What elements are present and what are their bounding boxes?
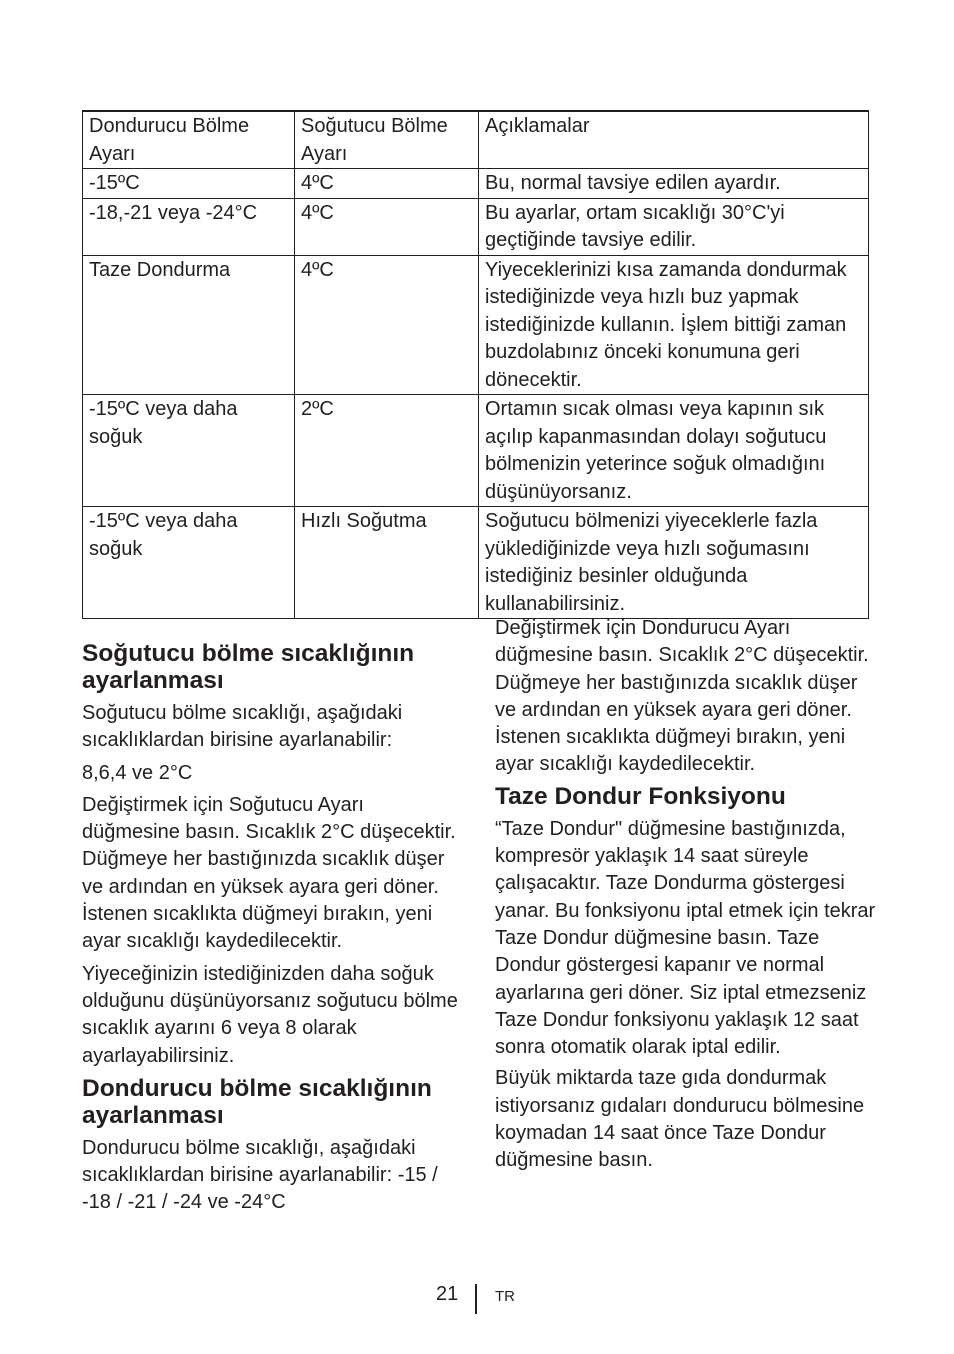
table-row xyxy=(83,198,869,255)
table-cell: -15ºC xyxy=(83,169,295,199)
paragraph: “Taze Dondur" düğmesine bastığınızda, kompresör yaklaşık 14 saat süreyle çalışacaktır. Taze Dondurma göstergesi yanar. Bu fonksiyonu iptal etmek için tekrar Taze Dondur düğmesine basın. Taze Dondur göstergesi kapanır ve normal ayarlarına geri döner. Siz iptal etmezseniz Taze Dondur fonksiyonu yaklaşık 12 saat sonra otomatik olarak iptal edilir. xyxy=(495,817,876,1059)
right-column xyxy=(495,615,880,1179)
paragraph: Değiştirmek için Soğutucu Ayarı düğmesine basın. Sıcaklık 2°C düşecektir. Düğmeye her bastığınızda sıcaklık düşer ve ardından en yüksek ayara geri döner. İstenen sıcaklıkta düğmeyi bırakın, yeni ayar sıcaklığı kaydedilecektir. xyxy=(82,793,456,953)
left-column xyxy=(82,640,467,1222)
paragraph: Büyük miktarda taze gıda dondurmak istiyorsanız gıdaları dondurucu bölmesine koymadan 14 saat önce Taze Dondur düğmesine basın. xyxy=(495,1067,865,1172)
table-cell: Bu ayarlar, ortam sıcaklığı 30°C'yi geçtiğinde tavsiye edilir. xyxy=(479,198,869,255)
section-heading-freezer-temperature: Dondurucu bölme sıcaklığının ayarlanması xyxy=(82,1074,432,1129)
header-fridge-setting: Soğutucu Bölme Ayarı xyxy=(295,111,479,169)
table-cell: Bu, normal tavsiye edilen ayardır. xyxy=(479,169,869,199)
table-cell: Soğutucu bölmenizi yiyeceklerle fazla yüklediğinizde veya hızlı soğumasını istediğiniz besinler olduğunda kullanabilirsiniz. xyxy=(479,507,869,619)
table-cell: 4ºC xyxy=(295,198,479,255)
paragraph: Soğutucu bölme sıcaklığı, aşağıdaki sıcaklıklardan birisine ayarlanabilir: xyxy=(82,702,403,752)
paragraph: Dondurucu bölme sıcaklığı, aşağıdaki sıcaklıklardan birisine ayarlanabilir: -15 / -18 / -21 / -24 ve -24°C xyxy=(82,1136,438,1214)
table-cell: 4ºC xyxy=(295,255,479,395)
language-code: TR xyxy=(495,1288,515,1305)
table-cell: Yiyeceklerinizi kısa zamanda dondurmak istediğinizde veya hızlı buz yapmak istediğinizde kullanın. İşlem bittiği zaman buzdolabınız önceki konumuna geri dönecektir. xyxy=(479,255,869,395)
header-freezer-setting: Dondurucu Bölme Ayarı xyxy=(83,111,295,169)
table-row xyxy=(83,255,869,395)
table-cell: Taze Dondurma xyxy=(83,255,295,395)
page-footer xyxy=(0,1282,954,1312)
table-row xyxy=(83,507,869,619)
footer-divider xyxy=(475,1284,477,1314)
table-row xyxy=(83,395,869,507)
paragraph: 8,6,4 ve 2°C xyxy=(82,761,193,784)
table-cell: 4ºC xyxy=(295,169,479,199)
section-heading-fridge-temperature: Soğutucu bölme sıcaklığının ayarlanması xyxy=(82,640,415,694)
paragraph: Yiyeceğinizin istediğinizden daha soğuk olduğunu düşünüyorsanız soğutucu bölme sıcaklık ayarını 6 veya 8 olarak ayarlayabilirsiniz. xyxy=(82,962,458,1067)
table-cell: 2ºC xyxy=(295,395,479,507)
paragraph: Değiştirmek için Dondurucu Ayarı düğmesine basın. Sıcaklık 2°C düşecektir. Düğmeye her bastığınızda sıcaklık düşer ve ardından en yüksek ayara geri döner. İstenen sıcaklıkta düğmeyi bırakın, yeni ayar sıcaklığı kaydedilecektir. xyxy=(495,617,869,776)
table-row xyxy=(83,169,869,199)
header-remarks: Açıklamalar xyxy=(479,111,869,169)
section-heading-quick-freeze: Taze Dondur Fonksiyonu xyxy=(495,782,786,810)
table-cell: -18,-21 veya -24°C xyxy=(83,198,295,255)
table-cell: Ortamın sıcak olması veya kapının sık açılıp kapanmasından dolayı soğutucu bölmenizin yeterince soğuk olmadığını düşünüyorsanız. xyxy=(479,395,869,507)
table-cell: -15ºC veya daha soğuk xyxy=(83,395,295,507)
table-cell: Hızlı Soğutma xyxy=(295,507,479,619)
settings-table xyxy=(82,110,869,619)
table-header-row xyxy=(83,111,869,169)
table-cell: -15ºC veya daha soğuk xyxy=(83,507,295,619)
page-number: 21 xyxy=(436,1283,459,1305)
